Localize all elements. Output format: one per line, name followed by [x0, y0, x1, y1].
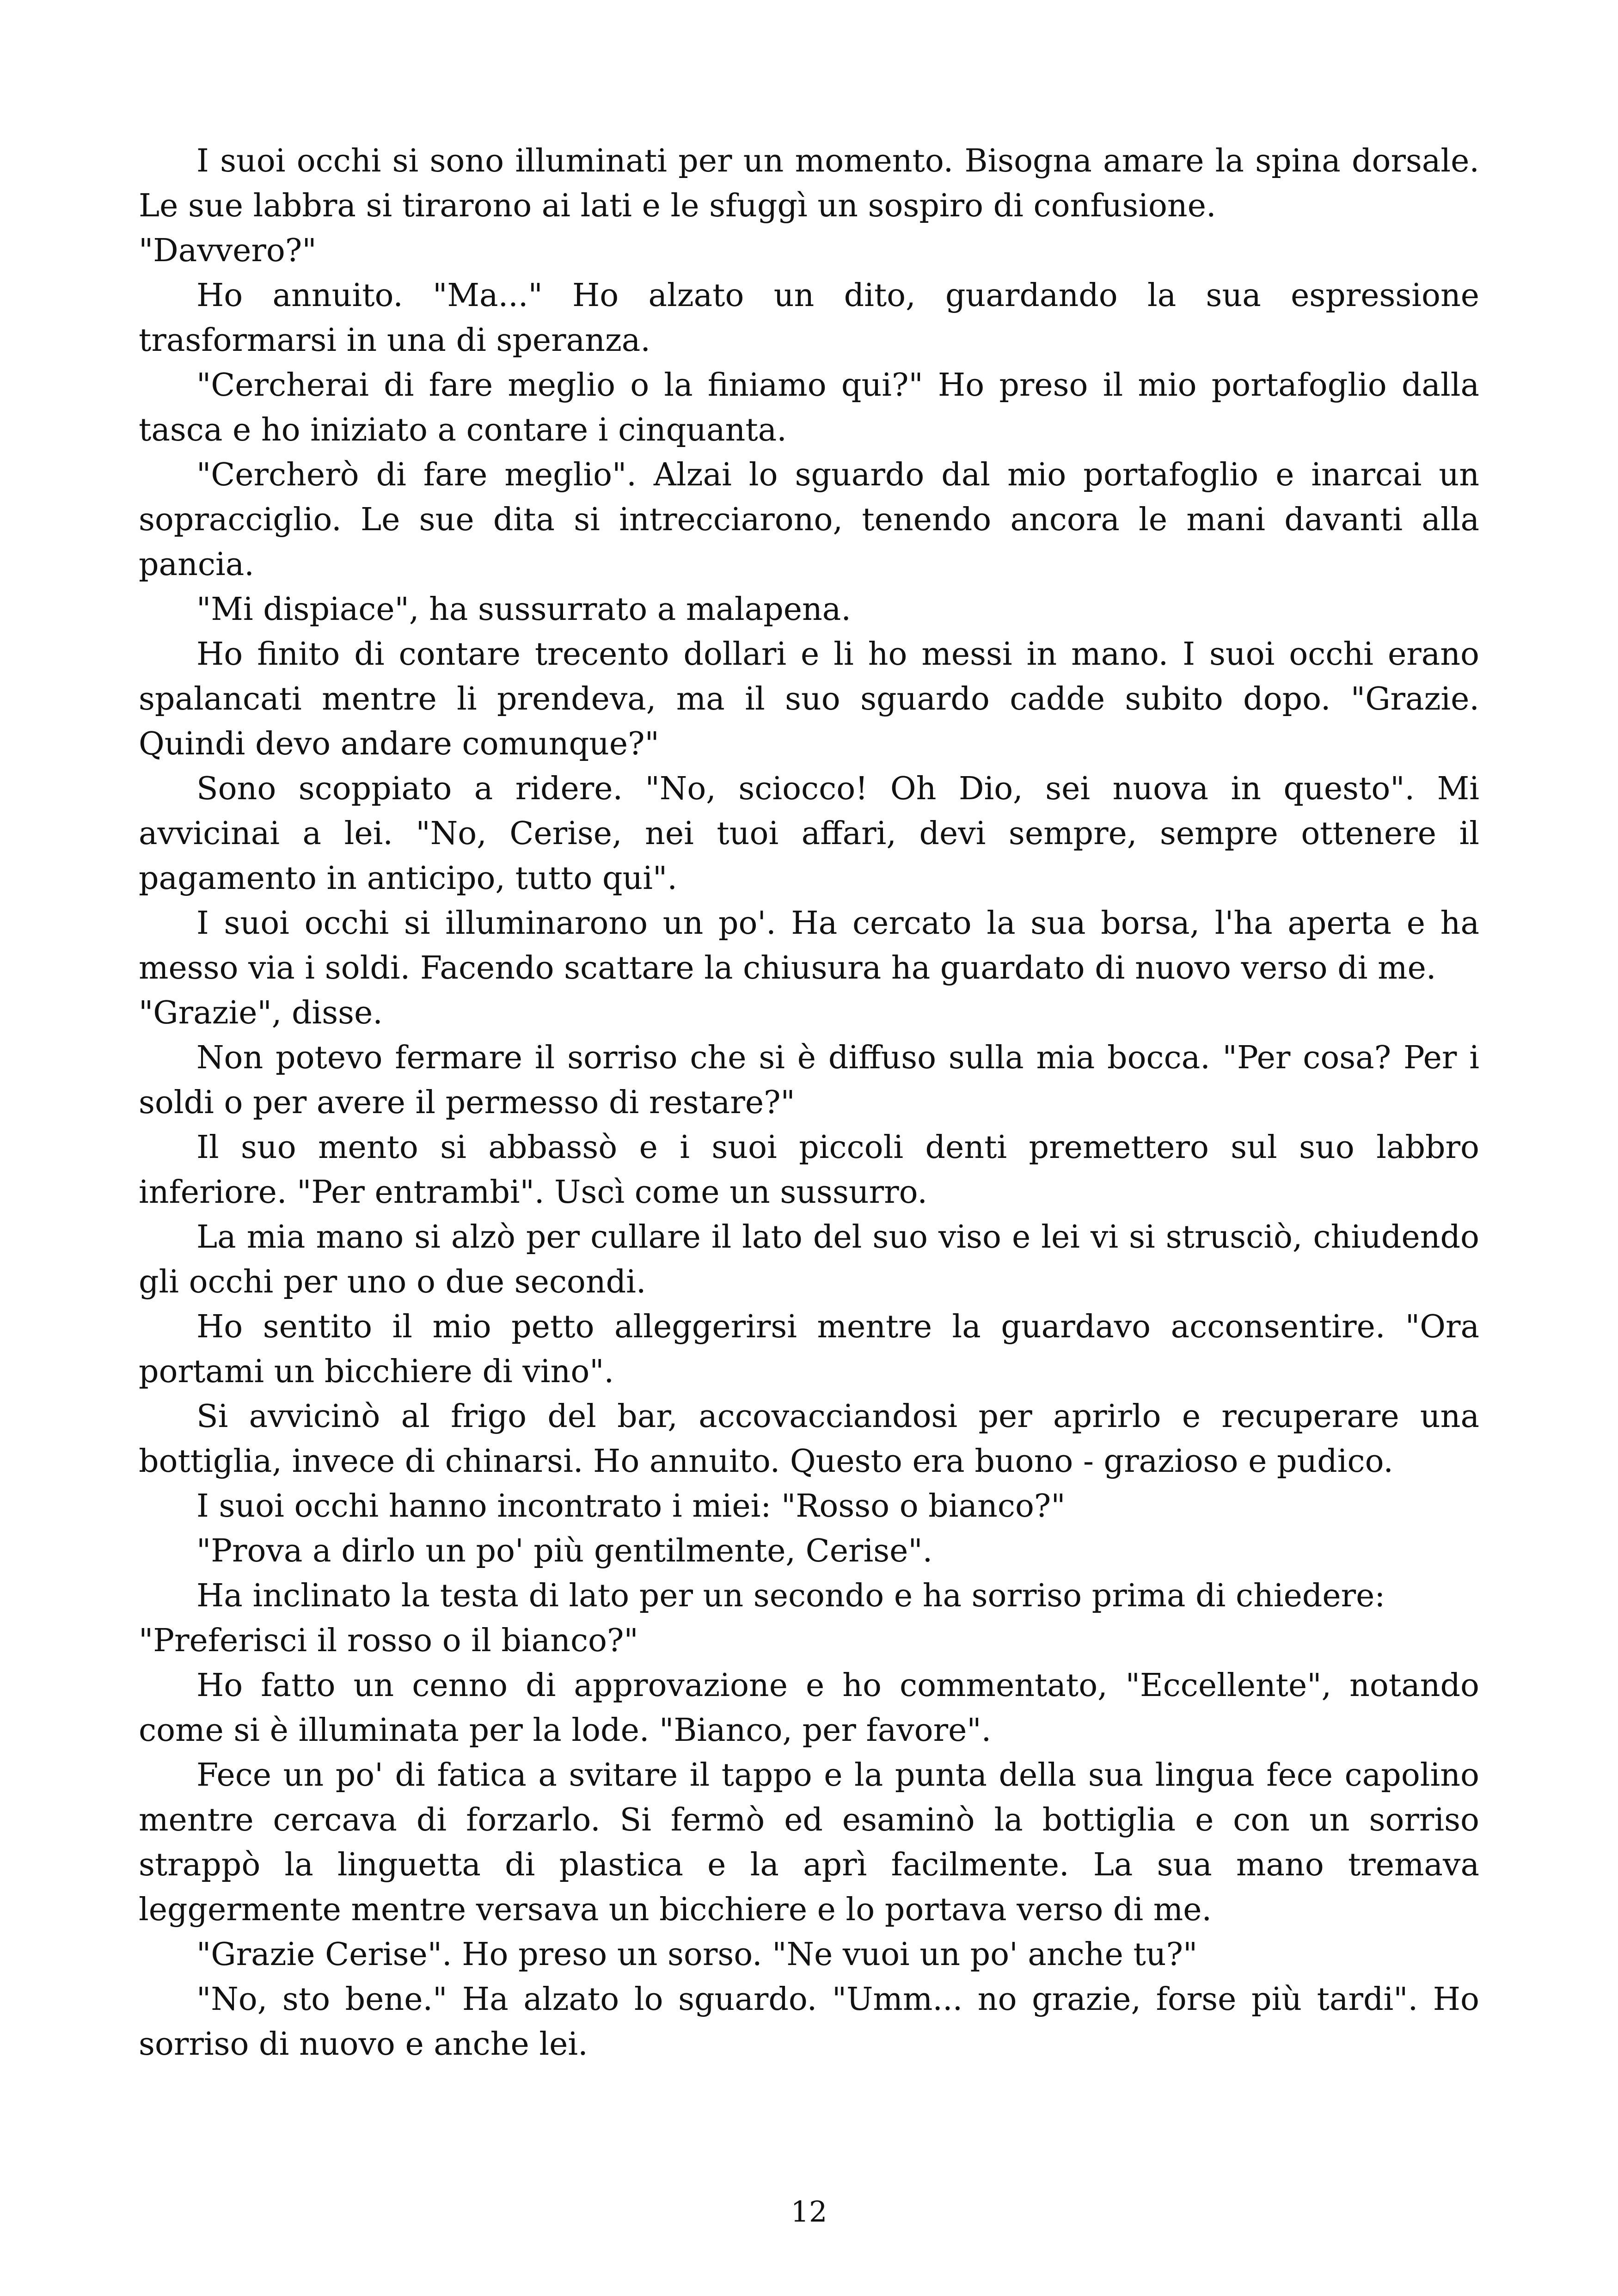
paragraph: Ho sentito il mio petto alleggerirsi mentre la guardavo acconsentire. "Ora portami un bicchiere di vino". [139, 1309, 1479, 1390]
page-number: 12 [791, 2195, 827, 2229]
paragraph: I suoi occhi hanno incontrato i miei: "Rosso o bianco?" [196, 1488, 1066, 1525]
body-text [139, 139, 1479, 2067]
paragraph: Ho finito di contare trecento dollari e li ho messi in mano. I suoi occhi erano spalancati mentre li prendeva, ma il suo sguardo cadde subito dopo. "Grazie. Quindi devo andare comunque?" [139, 636, 1479, 762]
paragraph: "Cercherò di fare meglio". Alzai lo sguardo dal mio portafoglio e inarcai un sopracciglio. Le sue dita si intrecciarono, tenendo ancora le mani davanti alla pancia. [139, 457, 1479, 583]
paragraph: Ho fatto un cenno di approvazione e ho commentato, "Eccellente", notando come si è illuminata per la lode. "Bianco, per favore". [139, 1667, 1479, 1749]
paragraph: "Grazie Cerise". Ho preso un sorso. "Ne vuoi un po' anche tu?" [196, 1936, 1198, 1973]
paragraph: Il suo mento si abbassò e i suoi piccoli denti premettero sul suo labbro inferiore. "Per entrambi". Uscì come un sussurro. [139, 1129, 1479, 1211]
paragraph: Sono scoppiato a ridere. "No, sciocco! Oh Dio, sei nuova in questo". Mi avvicinai a lei. "No, Cerise, nei tuoi affari, devi sempre, sempre ottenere il pagamento in anticipo, tutto qui". [139, 771, 1479, 897]
paragraph: "Prova a dirlo un po' più gentilmente, Cerise". [196, 1533, 933, 1569]
paragraph: I suoi occhi si illuminarono un po'. Ha cercato la sua borsa, l'ha aperta e ha messo via i soldi. Facendo scattare la chiusura ha guardato di nuovo verso di me. "Grazie", disse. [139, 905, 1479, 1031]
paragraph: "Cercherai di fare meglio o la finiamo qui?" Ho preso il mio portafoglio dalla tasca e ho iniziato a contare i cinquanta. [139, 367, 1479, 448]
paragraph: Non potevo fermare il sorriso che si è diffuso sulla mia bocca. "Per cosa? Per i soldi o per avere il permesso di restare?" [139, 1040, 1479, 1121]
paragraph: Fece un po' di fatica a svitare il tappo e la punta della sua lingua fece capolino mentre cercava di forzarlo. Si fermò ed esaminò la bottiglia e con un sorriso strappò la linguetta di plastica e la aprì facilmente. La sua mano tremava leggermente mentre versava un bicchiere e lo portava verso di me. [139, 1757, 1479, 1928]
paragraph: La mia mano si alzò per cullare il lato del suo viso e lei vi si strusciò, chiudendo gli occhi per uno o due secondi. [139, 1219, 1479, 1300]
paragraph: Ho annuito. "Ma..." Ho alzato un dito, guardando la sua espressione trasformarsi in una di speranza. [139, 277, 1479, 359]
paragraph: "Mi dispiace", ha sussurrato a malapena. [196, 591, 851, 628]
paragraph: Si avvicinò al frigo del bar, accovacciandosi per aprirlo e recuperare una bottiglia, invece di chinarsi. Ho annuito. Questo era buono - grazioso e pudico. [139, 1398, 1479, 1480]
paragraph: I suoi occhi si sono illuminati per un momento. Bisogna amare la spina dorsale. Le sue labbra si tirarono ai lati e le sfuggì un sospiro di confusione. "Davvero?" [139, 143, 1479, 269]
paragraph: Ha inclinato la testa di lato per un secondo e ha sorriso prima di chiedere: "Preferisci il rosso o il bianco?" [139, 1578, 1385, 1659]
paragraph: "No, sto bene." Ha alzato lo sguardo. "Umm... no grazie, forse più tardi". Ho sorriso di nuovo e anche lei. [139, 1981, 1479, 2063]
